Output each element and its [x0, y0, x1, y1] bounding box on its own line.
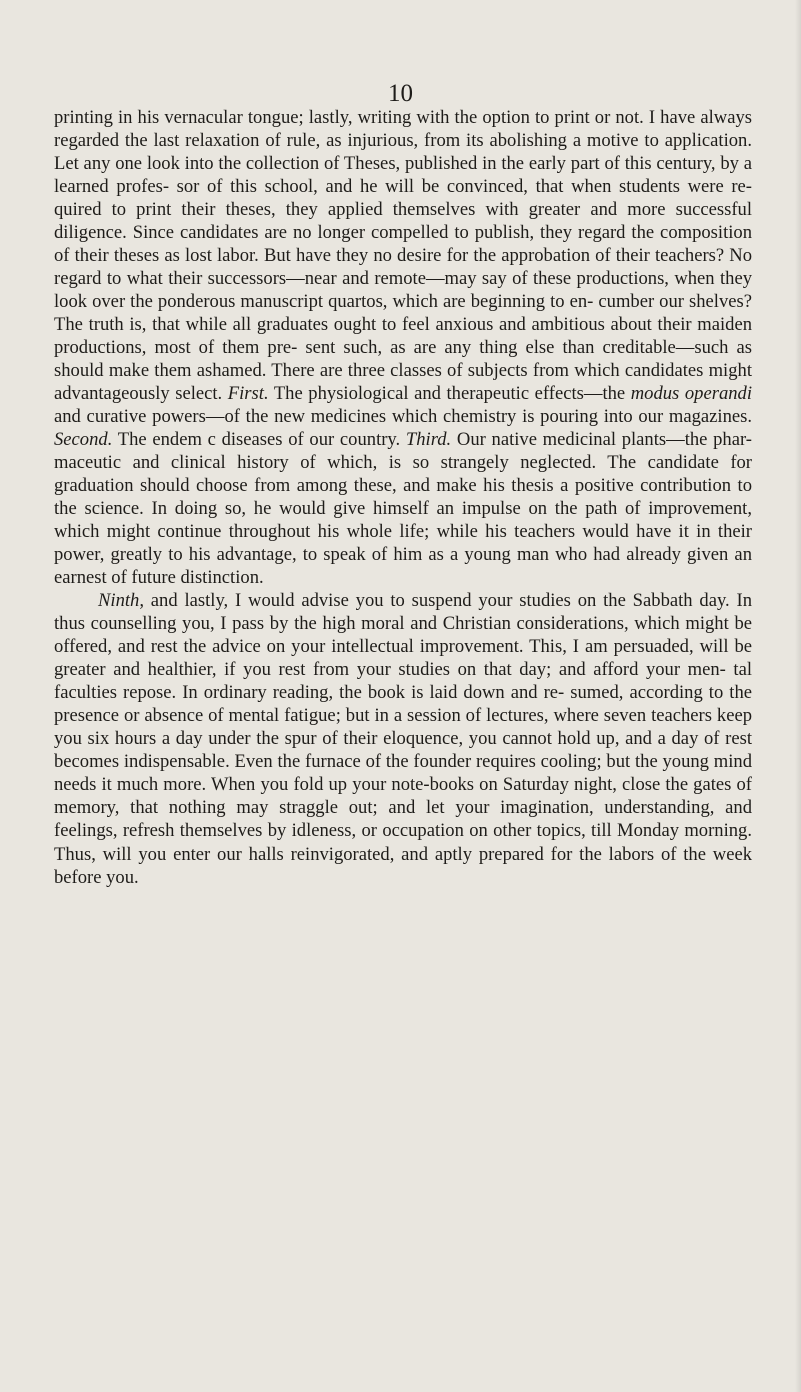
text-segment: Our native medicinal plants—the phar- maceutic and clinical history of which, is so strangely neglected. The candidate for graduation should choose from among these, and make his thesis a positive contribution to the science. In doing so, he would give himself an impulse on the path of improvement, which might continue throughout his whole life; while his teachers would have it in their power, greatly to his advantage, to speak of him as a young man who had already given an earnest of future distinction.: [54, 429, 752, 589]
emphasis-ninth: Ninth,: [98, 590, 144, 612]
emphasis-modus-operandi: modus operandi: [630, 383, 752, 405]
emphasis-second: Second.: [54, 429, 113, 451]
page-edge-shadow: [795, 0, 801, 1392]
text-segment: The endem c diseases of our country.: [112, 429, 406, 451]
body-text: [54, 106, 752, 889]
text-segment: The physiological and therapeutic effects—the: [268, 383, 631, 405]
paragraph-sabbath-advice: [54, 589, 752, 888]
text-segment: printing in his vernacular tongue; lastly, writing with the option to print or not. I have always regarded the last relaxation of rule, as injurious, from its abolishing a motive to application. Let any one look into the collection of Theses, published in the early part of this century, by a learned profes- sor of this school, and he will be convinced, that when students were re- quired to print their theses, they applied themselves with greater and more successful diligence. Since candidates are no longer compelled to publish, they regard the composition of their theses as lost labor. But have they no desire for the approbation of their teachers? No regard to what their successors—near and remote—may say of these productions, when they look over the ponderous manuscript quartos, which are beginning to en- cumber our shelves? The truth is, that while all graduates ought to feel anxious and ambitious about their maiden productions, most of them pre- sent such, as are any thing else than creditable—such as should make them ashamed. There are three classes of subjects from which candidates might advantageously select.: [54, 107, 752, 405]
text-segment: and curative powers—of the new medicines which chemistry is pouring into our magazines.: [54, 406, 752, 428]
emphasis-first: First.: [227, 383, 269, 405]
page-number: 10: [388, 80, 413, 107]
emphasis-third: Third.: [405, 429, 452, 451]
paragraph-thesis-advice: [54, 106, 752, 589]
text-segment: and lastly, I would advise you to suspend your studies on the Sabbath day. In thus counselling you, I pass by the high moral and Christian considerations, which might be offered, and rest the advice on your intellectual improvement. This, I am persuaded, will be greater and healthier, if you rest from your studies on that day; and afford your men- tal faculties repose. In ordinary reading, the book is laid down and re- sumed, according to the presence or absence of mental fatigue; but in a session of lectures, where seven teachers keep you six hours a day under the spur of their eloquence, you cannot hold up, and a day of rest becomes indispensable. Even the furnace of the founder requires cooling; but the young mind needs it much more. When you fold up your note-books on Saturday night, close the gates of memory, that nothing may straggle out; and let your imagination, understanding, and feelings, refresh themselves by idleness, or occupation on other topics, till Monday morning. Thus, will you enter our halls reinvigorated, and aptly prepared for the labors of the week before you.: [54, 590, 752, 888]
